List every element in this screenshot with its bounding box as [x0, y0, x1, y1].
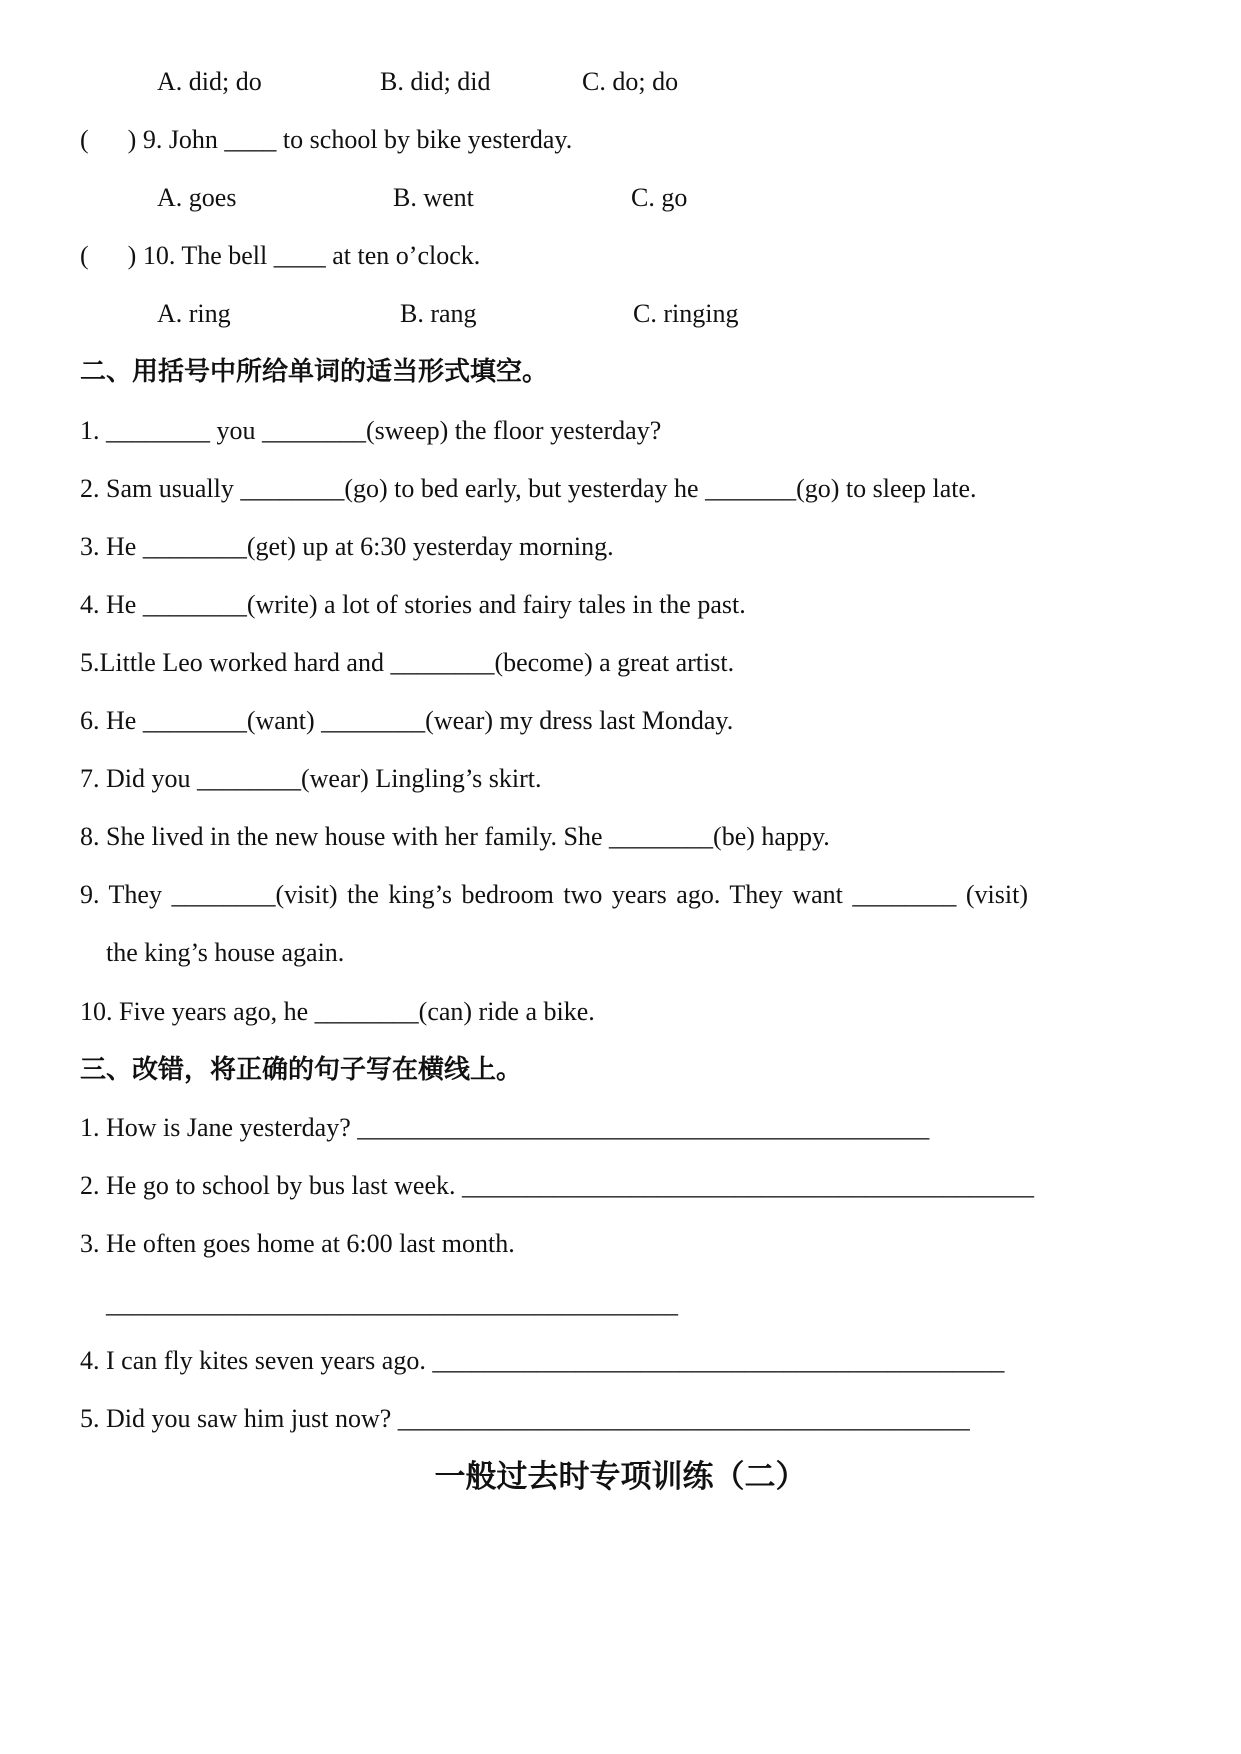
section2-item-4: 4. He ________(write) a lot of stories and fairy tales in the past.: [80, 590, 746, 619]
section2-item-9: 9. They ________(visit) the king’s bedroom two years ago. They want ________ (visit): [80, 880, 1028, 909]
q9-option-c: C. go: [631, 183, 688, 212]
section2-item-10: 10. Five years ago, he ________(can) ride a bike.: [80, 997, 595, 1026]
section2-item-2: 2. Sam usually ________(go) to bed early, but yesterday he _______(go) to sleep late.: [80, 474, 977, 503]
q10-option-c: C. ringing: [633, 299, 739, 328]
section2-item-9-continued: the king’s house again.: [106, 938, 345, 967]
section2-heading: 二、用括号中所给单词的适当形式填空。: [80, 357, 549, 387]
section3-item-3-answer-line: ____________________________________________: [106, 1289, 678, 1318]
section3-item-3: 3. He often goes home at 6:00 last month.: [80, 1229, 515, 1258]
q9-option-a: A. goes: [157, 183, 237, 212]
q10-stem: ( ) 10. The bell ____ at ten o’clock.: [80, 241, 481, 270]
q8-option-a: A. did; do: [157, 67, 262, 96]
section2-item-8: 8. She lived in the new house with her family. She ________(be) happy.: [80, 822, 830, 851]
q10-option-a: A. ring: [157, 299, 231, 328]
q8-option-c: C. do; do: [582, 67, 679, 96]
section2-item-5: 5.Little Leo worked hard and ________(become) a great artist.: [80, 648, 735, 677]
section3-item-1: 1. How is Jane yesterday? ____________________________________________: [80, 1113, 930, 1142]
q9-stem: ( ) 9. John ____ to school by bike yesterday.: [80, 125, 573, 154]
section2-item-7: 7. Did you ________(wear) Lingling’s skirt.: [80, 764, 542, 793]
section2-item-3: 3. He ________(get) up at 6:30 yesterday morning.: [80, 532, 614, 561]
section3-item-5: 5. Did you saw him just now? ____________________________________________: [80, 1404, 970, 1433]
q9-option-b: B. went: [393, 183, 474, 212]
next-section-title: 一般过去时专项训练（二）: [434, 1459, 807, 1495]
section3-item-2: 2. He go to school by bus last week. ____________________________________________: [80, 1171, 1035, 1200]
section3-item-4: 4. I can fly kites seven years ago. ____________________________________________: [80, 1346, 1005, 1375]
q8-option-b: B. did; did: [380, 67, 491, 96]
section3-heading: 三、改错，将正确的句子写在横线上。: [80, 1055, 523, 1085]
section2-item-6: 6. He ________(want) ________(wear) my dress last Monday.: [80, 706, 734, 735]
section2-item-1: 1. ________ you ________(sweep) the floor yesterday?: [80, 416, 662, 445]
q10-option-b: B. rang: [400, 299, 477, 328]
